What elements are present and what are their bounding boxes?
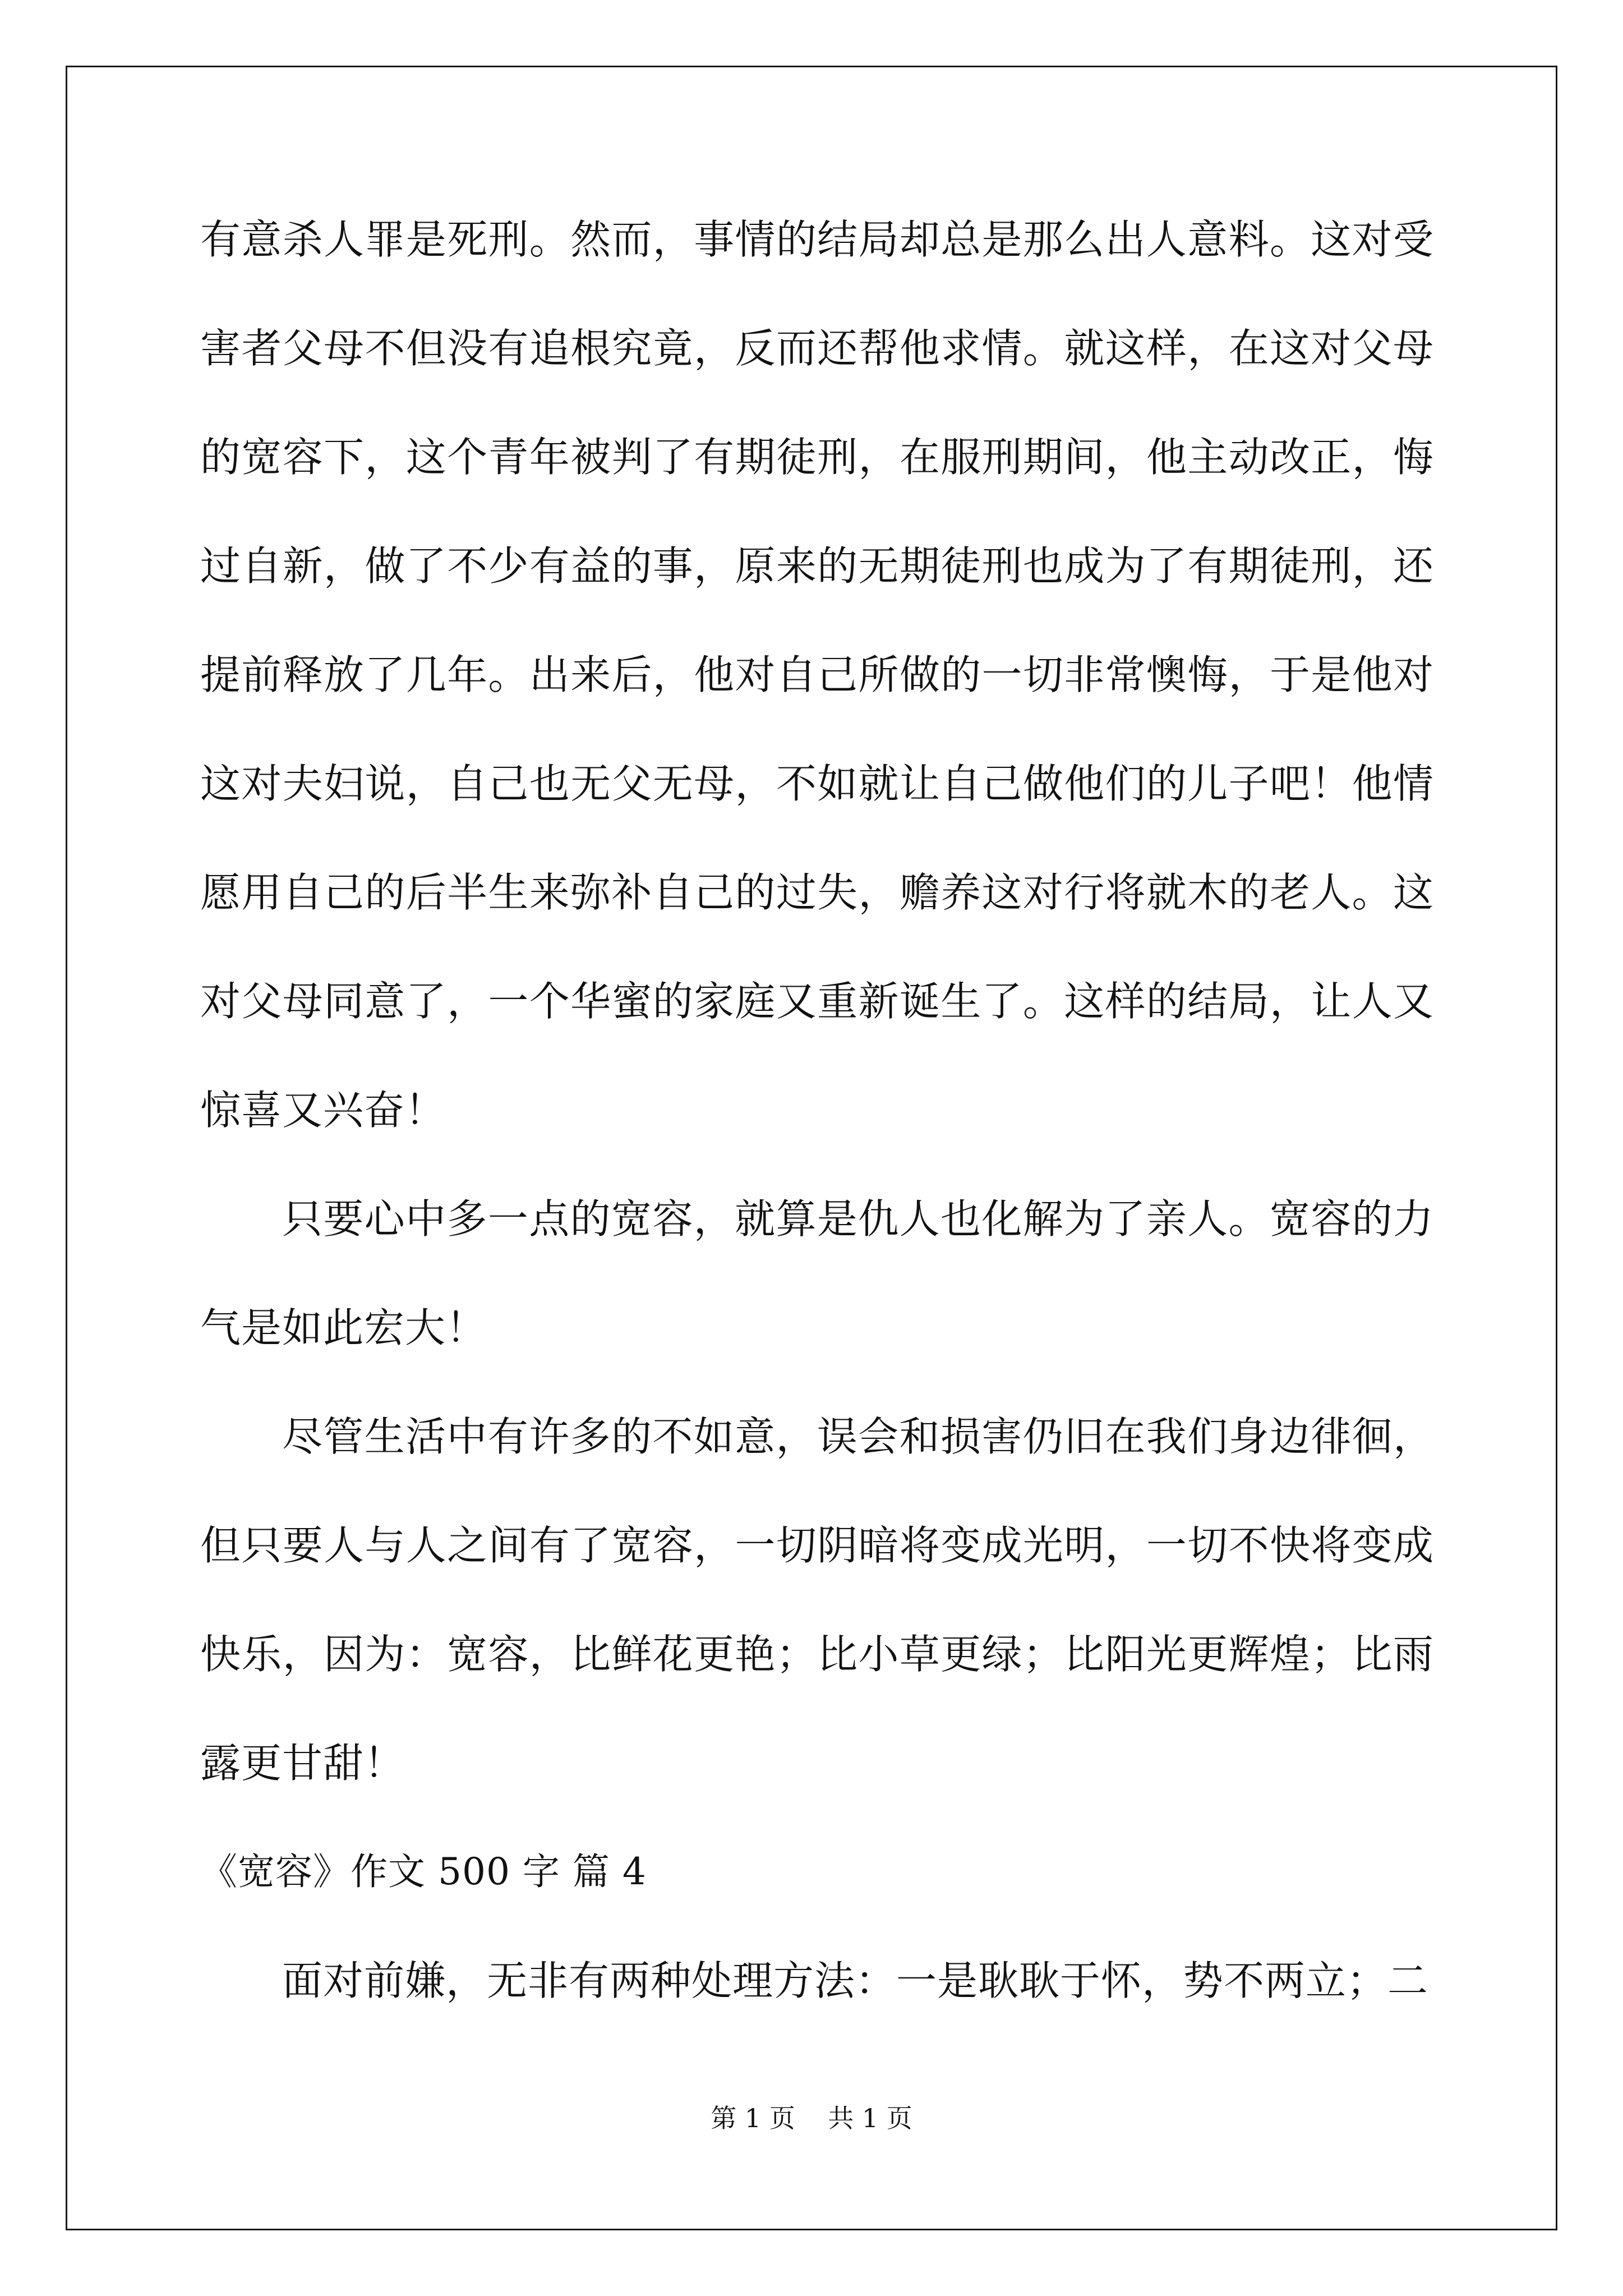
document-body <box>200 185 1434 2035</box>
section-heading: 《宽容》作文 500 字 篇 4 <box>200 1850 647 1893</box>
paragraph-2: 只要心中多一点的宽容，就算是仇人也化解为了亲人。宽容的力气是如此宏大！ <box>200 1195 1434 1351</box>
paragraph-1: 有意杀人罪是死刑。然而，事情的结局却总是那么出人意料。这对受害者父母不但没有追根究竟，反而还帮他求情。就这样，在这对父母的宽容下，这个青年被判了有期徒刑，在服刑期间，他主动改正，悔过自新，做了不少有益的事，原来的无期徒刑也成为了有期徒刑，还提前释放了几年。出来后，他对自己所做的一切非常懊悔，于是他对这对夫妇说，自己也无父无母，不如就让自己做他们的儿子吧！他情愿用自己的后半生来弥补自己的过失，赡养这对行将就木的老人。这对父母同意了，一个华蜜的家庭又重新诞生了。这样的结局，让人又惊喜又兴奋！ <box>200 216 1434 1134</box>
paragraph-4: 面对前嫌，无非有两种处理方法：一是耿耿于怀，势不两立；二 <box>282 1957 1429 2004</box>
paragraph-3: 尽管生活中有许多的不如意，误会和损害仍旧在我们身边徘徊，但只要人与人之间有了宽容，一切阴暗将变成光明，一切不快将变成快乐，因为：宽容，比鲜花更艳；比小草更绿；比阳光更辉煌；比雨露更甘甜！ <box>200 1413 1434 1787</box>
page-footer: 第 1 页 共 1 页 <box>711 2103 912 2133</box>
